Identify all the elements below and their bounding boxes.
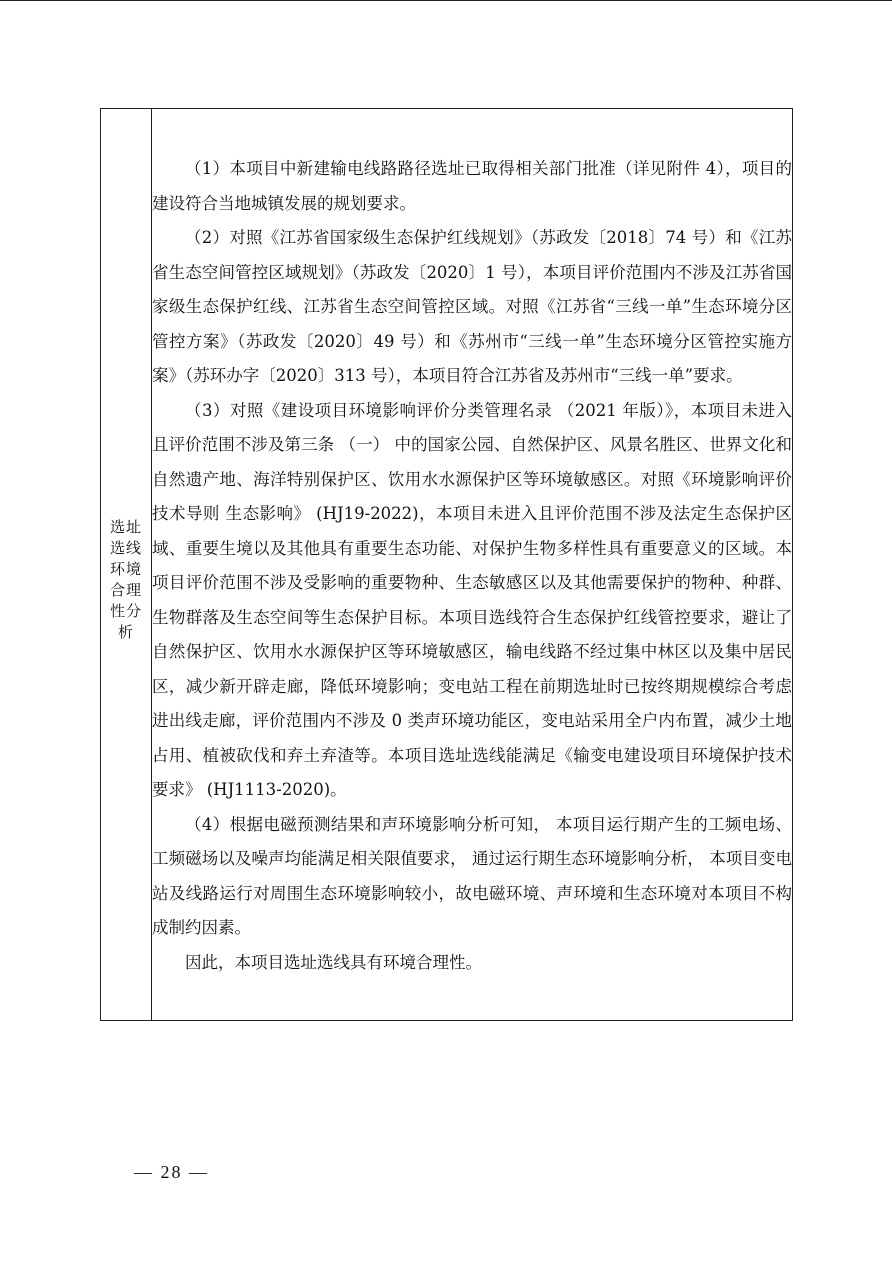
analysis-table bbox=[100, 108, 793, 1021]
page-number: — 28 — bbox=[134, 1162, 209, 1182]
paragraph-1: （1）本项目中新建输电线路路径选址已取得相关部门批准（详见附件 4），项目的建设符合当地城镇发展的规划要求。 bbox=[152, 159, 792, 213]
table-row bbox=[101, 109, 793, 1021]
paragraph-3: （3）对照《建设项目环境影响评价分类管理名录 （2021 年版）》，本项目未进入且评价范围不涉及第三条 （一） 中的国家公园、自然保护区、风景名胜区、世界文化和自然遗产地、海洋特别保护区、饮用水水源保护区等环境敏感区。对照《环境影响评价技术导则 生态影响》 (HJ19-2022)，本项目未进入且评价范围不涉及法定生态保护区域、重要生境以及其他具有重要生态功能、对保护生物多样性具有重要意义的区域。本项目评价范围不涉及受影响的重要物种、生态敏感区以及其他需要保护的物种、种群、生物群落及生态空间等生态保护目标。本项目选线符合生态保护红线管控要求，避让了自然保护区、饮用水水源保护区等环境敏感区，输电线路不经过集中林区以及集中居民区，减少新开辟走廊，降低环境影响；变电站工程在前期选址时已按终期规模综合考虑进出线走廊，评价范围内不涉及 0 类声环境功能区，变电站采用全户内布置，减少土地占用、植被砍伐和弃土弃渣等。本项目选址选线能满足《输变电建设项目环境保护技术要求》 (HJ1113-2020)。 bbox=[152, 400, 792, 799]
section-label bbox=[101, 487, 151, 643]
section-label-line: 合理 bbox=[109, 580, 142, 599]
section-label-line: 析 bbox=[117, 622, 134, 641]
section-content-cell bbox=[152, 109, 793, 1021]
section-label-line: 性分 bbox=[109, 601, 142, 620]
section-label-line: 选址 bbox=[109, 517, 142, 536]
section-label-line: 环境 bbox=[109, 559, 142, 578]
paragraph-2: （2）对照《江苏省国家级生态保护红线规划》（苏政发〔2018〕74 号）和《江苏省生态空间管控区域规划》（苏政发〔2020〕1 号），本项目评价范围内不涉及江苏省国家级生态保护红线、江苏省生态空间管控区域。对照《江苏省“三线一单”生态环境分区管控方案》（苏政发〔2020〕49 号）和《苏州市“三线一单”生态环境分区管控实施方案》（苏环办字〔2020〕313 号），本项目符合江苏省及苏州市“三线一单”要求。 bbox=[152, 228, 792, 385]
section-label-line: 选线 bbox=[109, 538, 142, 557]
paragraph-conclusion: 因此，本项目选址选线具有环境合理性。 bbox=[185, 952, 482, 972]
section-label-cell bbox=[101, 109, 152, 1021]
paragraph-4: （4）根据电磁预测结果和声环境影响分析可知， 本项目运行期产生的工频电场、 工频磁场以及噪声均能满足相关限值要求， 通过运行期生态环境影响分析， 本项目变电站及线路运行对周围生态环境影响较小，故电磁环境、声环境和生态环境对本项目不构成制约因素。 bbox=[152, 814, 792, 937]
top-border-line bbox=[0, 0, 892, 1]
